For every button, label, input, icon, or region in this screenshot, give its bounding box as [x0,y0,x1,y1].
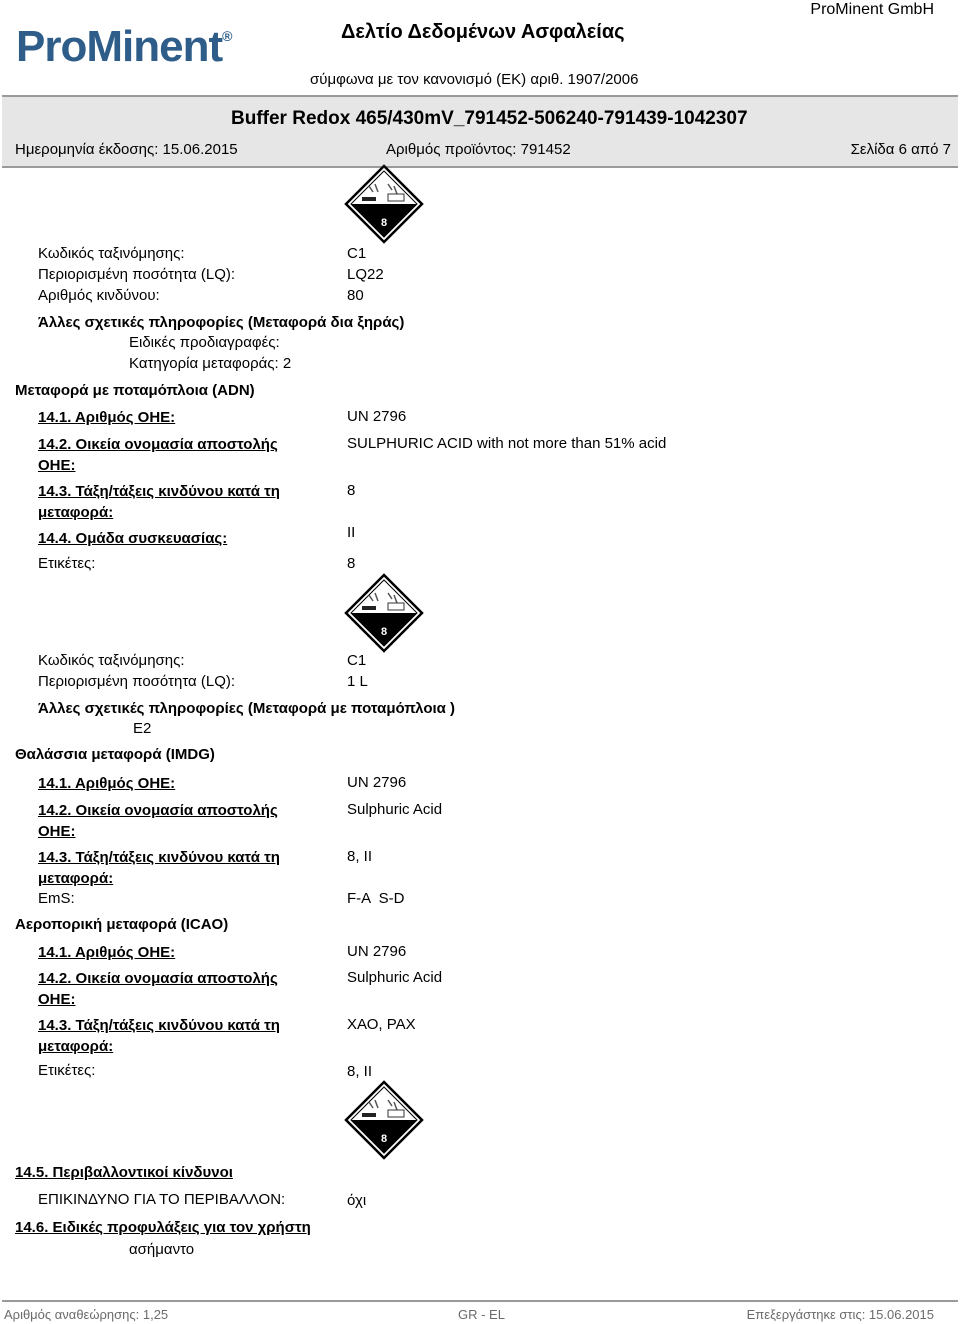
imdg-shipping-name-label-cont: ΟΗΕ: [38,823,76,840]
adn-hazard-class-label: 14.3. Τάξη/τάξεις κινδύνου κατά τη [38,483,280,500]
icao-hazard-class-label: 14.3. Τάξη/τάξεις κινδύνου κατά τη [38,1017,280,1034]
imdg-hazard-class-label: 14.3. Τάξη/τάξεις κινδύνου κατά τη [38,849,280,866]
company-name: ProMinent GmbH [810,1,934,18]
imdg-heading: Θαλάσσια μεταφορά (IMDG) [15,746,215,763]
classification-code-label: Κωδικός ταξινόμησης: [38,245,185,262]
hazard-class-number: 8 [380,1133,388,1145]
hazard-class-number: 8 [380,217,388,229]
adn-hazard-class-value: 8 [347,482,356,499]
environmental-hazard-value: όχι [347,1192,367,1209]
imdg-un-value: UN 2796 [347,774,407,791]
imdg-hazard-class-label-cont: μεταφορά: [38,870,114,887]
icao-un-value: UN 2796 [347,943,407,960]
adn-labels-label: Ετικέτες: [38,555,96,572]
prominent-logo [16,22,231,72]
environmental-hazards-heading: 14.5. Περιβαλλοντικοί κίνδυνοι [15,1164,233,1181]
adn-hazard-class-label-cont: μεταφορά: [38,504,114,521]
adr-other-info-heading: Άλλες σχετικές πληροφορίες (Μεταφορά δια ξηράς) [38,314,405,331]
icao-hazard-class-value: ΧΑΟ, ΡΑΧ [347,1016,416,1033]
imdg-hazard-class-value: 8, II [347,848,373,865]
classification-code-value: C1 [347,245,367,262]
icao-labels-value: 8, II [347,1063,373,1080]
adn-shipping-name-label-cont: ΟΗΕ: [38,457,76,474]
imdg-un-label: 14.1. Αριθμός ΟΗΕ: [38,775,176,792]
icao-shipping-name-label-cont: ΟΗΕ: [38,991,76,1008]
processed-date: Επεξεργάστηκε στις: 15.06.2015 [746,1307,934,1322]
product-number: Αριθμός προϊόντος: 791452 [386,141,571,158]
limited-quantity-value: LQ22 [347,266,384,283]
imdg-ems-label: EmS: [38,890,75,907]
hazard-number-label: Αριθμός κινδύνου: [38,287,160,304]
icao-heading: Αεροπορική μεταφορά (ICAO) [15,916,229,933]
revision-number: Αριθμός αναθεώρησης: 1,25 [4,1307,169,1322]
adn-packing-group-label: 14.4. Ομάδα συσκευασίας: [38,530,228,547]
adn-classification-code-label: Κωδικός ταξινόμησης: [38,652,185,669]
corrosive-hazard-label-icon [344,1080,424,1160]
issue-date: Ημερομηνία έκδοσης: 15.06.2015 [15,141,238,158]
adn-other-info-value: E2 [133,720,152,737]
adn-shipping-name-label: 14.2. Οικεία ονομασία αποστολής [38,436,278,453]
adn-other-info-heading: Άλλες σχετικές πληροφορίες (Μεταφορά με ποταμόπλοια ) [38,700,456,717]
adn-limited-quantity-value: 1 L [347,673,368,690]
icao-un-label: 14.1. Αριθμός ΟΗΕ: [38,944,176,961]
hazard-number-value: 80 [347,287,364,304]
page-number: Σελίδα 6 από 7 [850,141,951,158]
icao-hazard-class-label-cont: μεταφορά: [38,1038,114,1055]
imdg-shipping-name-value: Sulphuric Acid [347,801,443,818]
corrosive-hazard-label-icon [344,164,424,244]
special-provisions: Ειδικές προδιαγραφές: [129,334,280,351]
locale-code: GR - EL [458,1307,505,1322]
logo-text: ProMinent [16,22,223,71]
imdg-shipping-name-label: 14.2. Οικεία ονομασία αποστολής [38,802,278,819]
adn-un-label: 14.1. Αριθμός ΟΗΕ: [38,409,176,426]
adn-classification-code-value: C1 [347,652,367,669]
icao-shipping-name-label: 14.2. Οικεία ονομασία αποστολής [38,970,278,987]
special-precautions-value: ασήμαντο [129,1241,195,1258]
adn-limited-quantity-label: Περιορισμένη ποσότητα (LQ): [38,673,236,690]
hazard-class-number: 8 [380,626,388,638]
logo-registered-mark: ® [222,28,232,44]
adn-heading: Μεταφορά με ποταμόπλοια (ADN) [15,382,255,399]
special-precautions-heading: 14.6. Ειδικές προφυλάξεις για τον χρήστη [15,1219,311,1236]
imdg-ems-value: F-A S-D [347,890,405,907]
footer-divider [2,1300,958,1302]
product-name: Buffer Redox 465/430mV_791452-506240-791439-1042307 [231,108,748,129]
limited-quantity-label: Περιορισμένη ποσότητα (LQ): [38,266,236,283]
corrosive-hazard-label-icon [344,573,424,653]
regulation-line: σύμφωνα με τον κανονισμό (ΕΚ) αριθ. 1907/2006 [310,71,639,88]
environmental-hazard-label: ΕΠΙΚΙΝΔΥΝΟ ΓΙΑ ΤΟ ΠΕΡΙΒΑΛΛΟΝ: [38,1191,286,1208]
transport-category: Κατηγορία μεταφοράς: 2 [129,355,292,372]
adn-shipping-name-value: SULPHURIC ACID with not more than 51% acid [347,435,667,452]
icao-shipping-name-value: Sulphuric Acid [347,969,443,986]
adn-labels-value: 8 [347,555,356,572]
adn-un-value: UN 2796 [347,408,407,425]
document-title: Δελτίο Δεδομένων Ασφαλείας [341,21,625,43]
adn-packing-group-value: II [347,524,356,541]
icao-labels-label: Ετικέτες: [38,1062,96,1079]
